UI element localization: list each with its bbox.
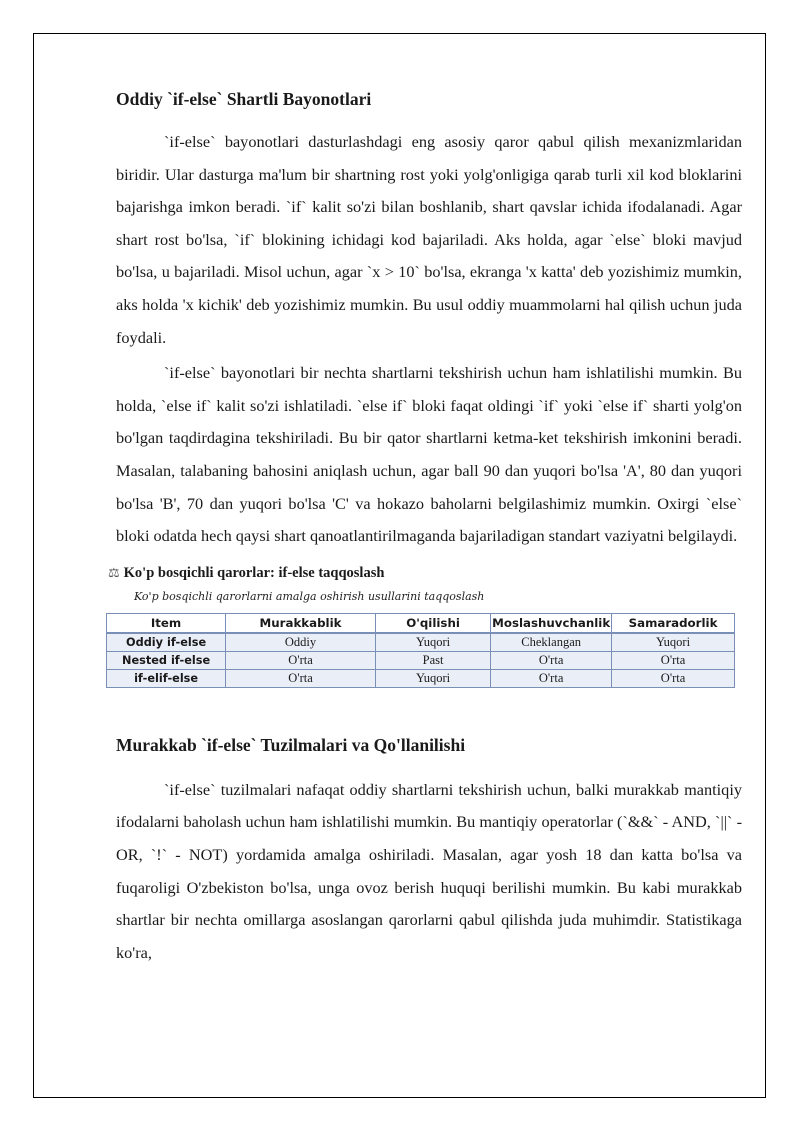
table-cell: Yuqori — [375, 669, 490, 687]
table-cell: Yuqori — [612, 633, 735, 652]
table-cell: Past — [375, 651, 490, 669]
table-cell: Cheklangan — [491, 633, 612, 652]
document-body — [108, 86, 742, 969]
column-header: O'qilishi — [375, 613, 490, 633]
table-cell: O'rta — [226, 669, 376, 687]
comparison-table — [106, 613, 735, 688]
paragraph: `if-else` bayonotlari bir nechta shartlarni tekshirish uchun ham ishlatilishi mumkin. Bu holda, `else if` kalit so'zi ishlatiladi. `else if` bloki faqat oldingi `if` yoki `else if` sharti yolg'on bo'lgan taqdirdagina tekshiriladi. Bu bir qator shartlarni ketma-ket tekshirish imkonini beradi. Masalan, talabaning bahosini aniqlash uchun, agar ball 90 dan yuqori bo'lsa 'A', 80 dan yuqori bo'lsa 'B', 70 dan yuqori bo'lsa 'C' va hokazo baholarni belgilashimiz mumkin. Oxirgi `else` bloki odatda hech qaysi shart qanoatlantirilmaganda bajariladigan standart vaziyatni belgilaydi. — [116, 363, 742, 546]
scale-icon: ⚖ — [108, 564, 120, 580]
table-cell: O'rta — [491, 651, 612, 669]
table-header-row — [107, 613, 735, 633]
table-cell: O'rta — [491, 669, 612, 687]
table-cell: Oddiy — [226, 633, 376, 652]
row-header: Oddiy if-else — [107, 633, 226, 652]
table-cell: O'rta — [612, 651, 735, 669]
table-cell: O'rta — [612, 669, 735, 687]
row-header: if-elif-else — [107, 669, 226, 687]
column-header: Moslashuvchanlik — [491, 613, 612, 633]
table-cell: O'rta — [226, 651, 376, 669]
table-cell: Yuqori — [375, 633, 490, 652]
section-heading: Murakkab `if-else` Tuzilmalari va Qo'llanilishi — [116, 734, 466, 755]
paragraph: `if-else` bayonotlari dasturlashdagi eng asosiy qaror qabul qilish mexanizmlaridan biridir. Ular dasturga ma'lum bir shartning rost yoki yolg'onligiga qarab turli xil kod bloklarini bajarishga imkon beradi. `if` kalit so'zi bilan boshlanib, shart qavslar ichida ifodalanadi. Agar shart rost bo'lsa, `if` blokining ichidagi kod bajariladi. Aks holda, agar `else` bloki mavjud bo'lsa, u bajariladi. Misol uchun, agar `x > 10` bo'lsa, ekranga 'x katta' deb yozishimiz mumkin, aks holda 'x kichik' deb yozishimiz mumkin. Bu usul oddiy muammolarni hal qilish uchun juda foydali. — [116, 132, 742, 347]
column-header: Murakkablik — [226, 613, 376, 633]
row-header: Nested if-else — [107, 651, 226, 669]
paragraph: `if-else` tuzilmalari nafaqat oddiy shartlarni tekshirish uchun, balki murakkab mantiqiy ifodalarni baholash uchun ham ishlatilishi mumkin. Bu mantiqiy operatorlar (`&&` - AND, `||` - OR, `!` - NOT) yordamida amalga oshiriladi. Masalan, agar yosh 18 dan katta bo'lsa va fuqaroligi O'zbekiston bo'lsa, unga ovoz berish huquqi berilishi mumkin. Bu kabi murakkab shartlar bir nechta omillarga asoslangan qarorlarni qabul qilishda juda muhimdir. Statistikaga ko'ra, — [116, 779, 742, 962]
column-header: Item — [107, 613, 226, 633]
table-title — [108, 563, 742, 583]
table-title-text: Ko'p bosqichli qarorlar: if-else taqqoslash — [123, 564, 385, 581]
section-heading: Oddiy `if-else` Shartli Bayonotlari — [116, 89, 372, 109]
table-caption: Ko'p bosqichli qarorlarni amalga oshirish usullarini taqqoslash — [134, 589, 485, 603]
table-row — [107, 633, 735, 652]
table-row — [107, 669, 735, 687]
column-header: Samaradorlik — [612, 613, 735, 633]
table-row — [107, 651, 735, 669]
